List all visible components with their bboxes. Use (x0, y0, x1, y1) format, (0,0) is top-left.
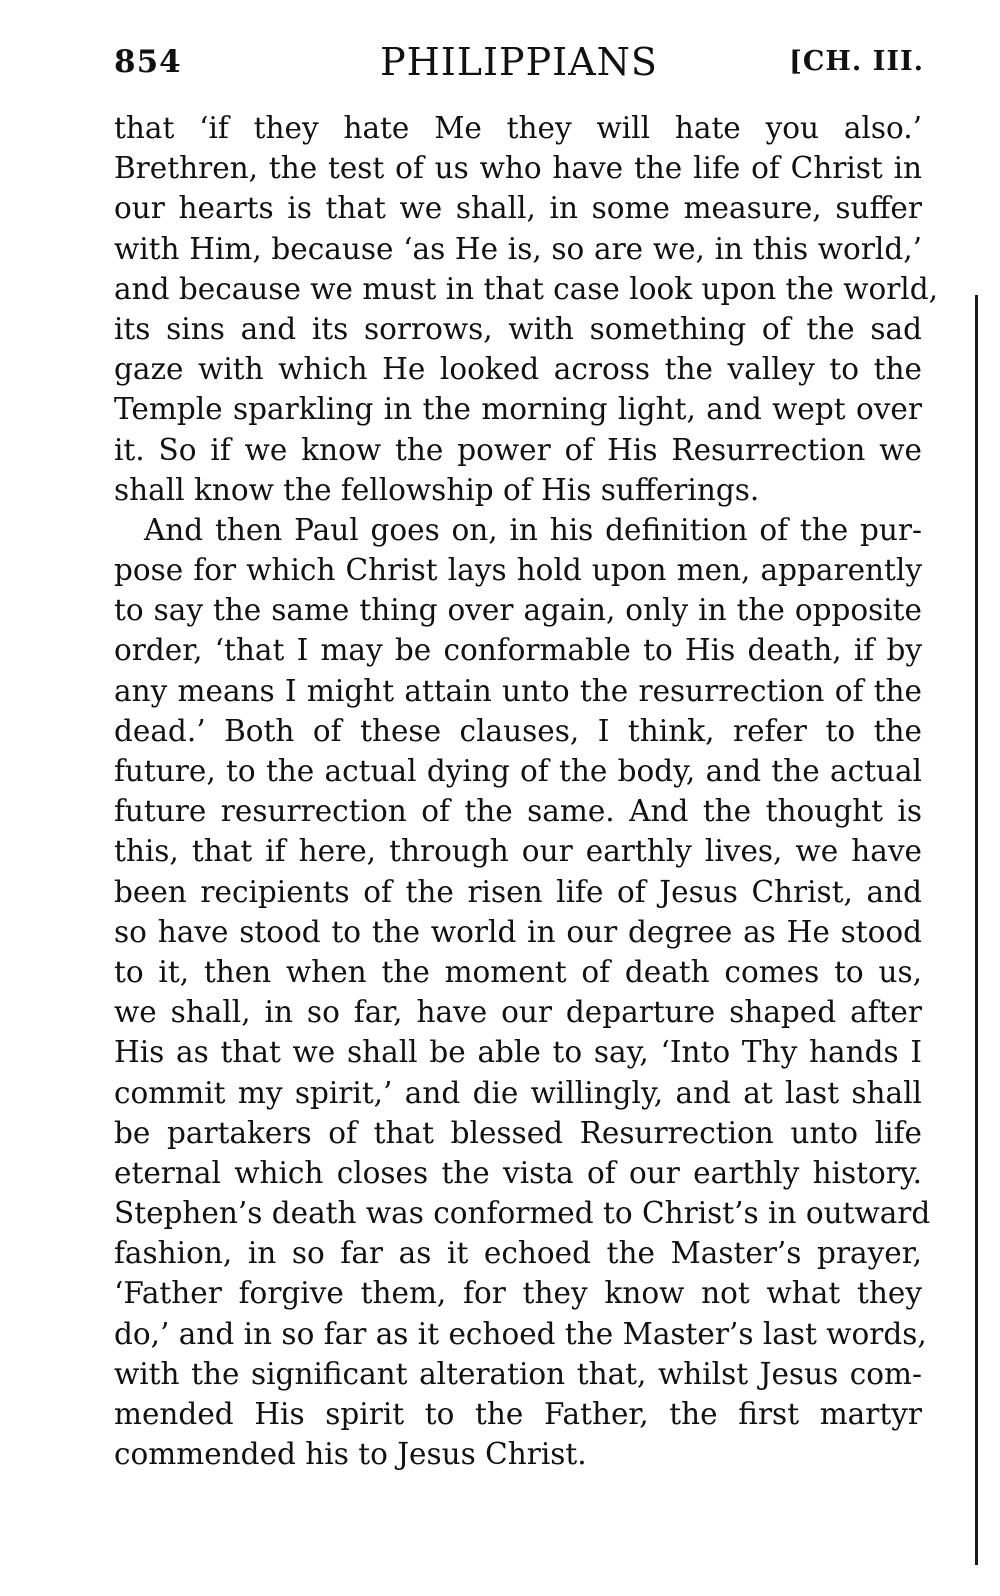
text-line: pose for which Christ lays hold upon men, apparently (114, 553, 922, 588)
text-line: be partakers of that blessed Resurrection unto life (114, 1115, 922, 1150)
text-line: future, to the actual dying of the body, and the actual (114, 754, 922, 788)
text-line: our hearts is that we shall, in some measure, suffer (114, 191, 922, 226)
text-line: ‘Father forgive them, for they know not what they (114, 1276, 922, 1311)
page-header (114, 40, 924, 88)
text-line: we shall, in so far, have our departure shaped after (114, 995, 922, 1030)
text-line: future resurrection of the same. And the thought is (114, 794, 922, 829)
text-line: order, ‘that I may be conformable to His death, if by (114, 633, 922, 668)
body-text (114, 108, 938, 1474)
text-line: eternal which closes the vista of our earthly history. (114, 1155, 922, 1190)
text-line: been recipients of the risen life of Jesus Christ, and (114, 874, 922, 909)
text-line: it. So if we know the power of His Resurrection we (114, 432, 922, 467)
text-line: fashion, in so far as it echoed the Master’s prayer, (114, 1236, 922, 1271)
running-title: PHILIPPIANS (380, 40, 658, 84)
text-line: shall know the fellowship of His sufferings. (114, 472, 760, 507)
text-line: commit my spirit,’ and die willingly, and at last shall (114, 1075, 922, 1110)
text-line: to say the same thing over again, only in the opposite (114, 593, 922, 628)
text-line: do,’ and in so far as it echoed the Master’s last words, (114, 1316, 927, 1351)
page-number: 854 (114, 44, 182, 80)
text-line: its sins and its sorrows, with something of the sad (114, 311, 922, 346)
text-line: gaze with which He looked across the valley to the (114, 352, 922, 387)
text-line: Temple sparkling in the morning light, and wept over (114, 392, 922, 427)
text-line: Stephen’s death was conformed to Christ’s in outward (114, 1196, 931, 1231)
gutter-rule (975, 295, 978, 1565)
text-line: mended His spirit to the Father, the first martyr (114, 1397, 922, 1431)
text-line: so have stood to the world in our degree as He stood (114, 914, 922, 949)
chapter-reference: [CH. III. (789, 46, 924, 77)
text-line: any means I might attain unto the resurrection of the (114, 673, 922, 708)
text-line: His as that we shall be able to say, ‘Into Thy hands I (114, 1035, 922, 1070)
text-line: commended his to Jesus Christ. (114, 1437, 587, 1472)
text-line: and because we must in that case look upon the world, (114, 271, 938, 306)
text-line: with Him, because ‘as He is, so are we, in this world,’ (114, 231, 922, 266)
text-line: Brethren, the test of us who have the life of Christ in (114, 151, 922, 186)
text-line: to it, then when the moment of death comes to us, (114, 954, 922, 989)
text-line: that ‘if they hate Me they will hate you also.’ (114, 111, 922, 145)
text-line: with the significant alteration that, whilst Jesus com- (114, 1356, 922, 1391)
paragraph-start-line: And then Paul goes on, in his definition of the pur- (144, 512, 922, 547)
text-line: this, that if here, through our earthly lives, we have (114, 834, 922, 869)
text-line: dead.’ Both of these clauses, I think, refer to the (114, 713, 922, 748)
